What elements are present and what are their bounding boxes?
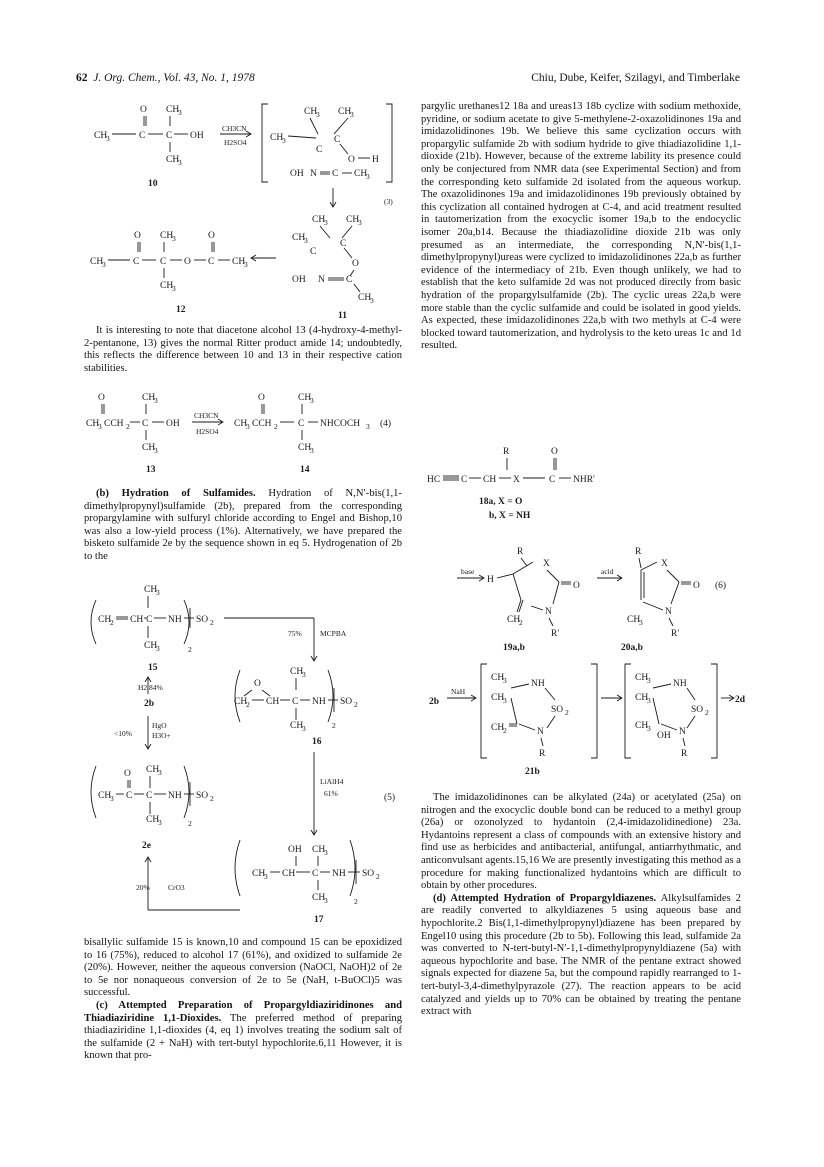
svg-text:3: 3 xyxy=(172,234,176,243)
svg-text:3: 3 xyxy=(503,676,507,685)
svg-text:O: O xyxy=(140,105,147,115)
scheme21-reagent: NaH xyxy=(451,687,466,696)
svg-text:CH: CH xyxy=(270,133,284,143)
svg-text:2: 2 xyxy=(210,618,214,627)
svg-text:2: 2 xyxy=(188,645,192,654)
section-d-heading: (d) Attempted Hydration of Propargyldiazenes. xyxy=(433,892,657,904)
svg-text:O: O xyxy=(693,581,700,591)
svg-text:3: 3 xyxy=(154,396,158,405)
svg-text:3: 3 xyxy=(110,794,114,803)
left-paragraph-1: It is interesting to note that diacetone alcohol 13 (4-hydroxy-4-methyl-2-pentanone, 13) gives the normal Ritter product amide 14; undoubtedly, this reflects the difference between 10 and 13 in their respective cation stabilities. xyxy=(84,325,402,374)
compound-2e-label: 2e xyxy=(142,841,151,851)
svg-text:3: 3 xyxy=(156,644,160,653)
svg-text:CH: CH xyxy=(266,697,280,707)
svg-text:C: C xyxy=(340,239,347,249)
compound-13-label: 13 xyxy=(146,465,156,475)
svg-text:CH: CH xyxy=(86,419,100,429)
scheme-eq4 xyxy=(84,388,404,476)
svg-text:2: 2 xyxy=(376,872,380,881)
svg-text:NH: NH xyxy=(673,679,687,689)
svg-text:C: C xyxy=(208,257,215,267)
svg-text:X: X xyxy=(543,559,550,569)
svg-text:C: C xyxy=(142,419,149,429)
svg-text:R′: R′ xyxy=(671,629,680,639)
svg-text:CH: CH xyxy=(160,231,174,241)
svg-text:O: O xyxy=(352,259,359,269)
svg-text:CH: CH xyxy=(166,155,180,165)
svg-text:CH: CH xyxy=(146,765,160,775)
svg-text:3: 3 xyxy=(102,260,106,269)
eq4-reagent-top: CH3CN xyxy=(194,411,219,420)
svg-text:C: C xyxy=(298,419,305,429)
svg-text:SO: SO xyxy=(362,869,375,879)
svg-text:CH: CH xyxy=(312,845,326,855)
svg-text:OH: OH xyxy=(657,731,671,741)
svg-text:C: C xyxy=(461,475,468,485)
svg-text:C: C xyxy=(133,257,140,267)
svg-text:OH: OH xyxy=(166,419,180,429)
svg-text:2: 2 xyxy=(354,897,358,906)
svg-text:2: 2 xyxy=(246,700,250,709)
eq6-number: (6) xyxy=(715,581,727,591)
svg-text:CCH: CCH xyxy=(104,419,124,429)
svg-text:3: 3 xyxy=(310,396,314,405)
svg-text:C: C xyxy=(166,131,173,141)
svg-text:O: O xyxy=(573,581,580,591)
svg-text:3: 3 xyxy=(310,446,314,455)
svg-text:C: C xyxy=(160,257,167,267)
svg-text:3: 3 xyxy=(324,896,328,905)
compound-15-label: 15 xyxy=(148,663,158,673)
svg-text:CH: CH xyxy=(358,293,372,303)
svg-text:3: 3 xyxy=(98,422,102,431)
page-header-authors: Chiu, Dube, Keifer, Szilagyi, and Timberlake xyxy=(531,72,740,84)
svg-text:O: O xyxy=(184,257,191,267)
svg-text:H: H xyxy=(487,575,494,585)
svg-text:O: O xyxy=(134,231,141,241)
structure-18-label: 18a, X = O xyxy=(479,497,523,507)
svg-text:CH: CH xyxy=(144,585,158,595)
scheme-eq3 xyxy=(90,96,410,320)
svg-text:3: 3 xyxy=(647,724,651,733)
svg-text:N: N xyxy=(537,727,544,737)
svg-text:3: 3 xyxy=(647,676,651,685)
svg-text:2: 2 xyxy=(565,708,569,717)
eq5-reagent-r4b: 61% xyxy=(324,789,338,798)
svg-text:C: C xyxy=(292,697,299,707)
svg-text:2: 2 xyxy=(110,618,114,627)
svg-text:OH: OH xyxy=(190,131,204,141)
svg-text:O: O xyxy=(551,447,558,457)
svg-text:R: R xyxy=(635,547,642,557)
compound-21b-label: 21b xyxy=(525,767,540,777)
svg-text:CH: CH xyxy=(635,693,649,703)
svg-text:3: 3 xyxy=(156,588,160,597)
svg-text:C: C xyxy=(139,131,146,141)
svg-text:3: 3 xyxy=(106,134,110,143)
svg-text:CH: CH xyxy=(252,869,266,879)
compound-20-label: 20a,b xyxy=(621,643,643,653)
svg-text:3: 3 xyxy=(172,284,176,293)
page-header-left xyxy=(76,72,255,84)
svg-text:2: 2 xyxy=(210,794,214,803)
svg-text:O: O xyxy=(348,155,355,165)
svg-text:3: 3 xyxy=(178,108,182,117)
svg-text:C: C xyxy=(346,275,353,285)
compound-17-label: 17 xyxy=(314,915,324,925)
svg-text:C: C xyxy=(146,615,153,625)
svg-text:3: 3 xyxy=(366,422,370,431)
svg-text:3: 3 xyxy=(246,422,250,431)
svg-text:HC: HC xyxy=(427,475,441,485)
svg-text:CH: CH xyxy=(491,693,505,703)
svg-text:CH: CH xyxy=(312,893,326,903)
svg-text:3: 3 xyxy=(324,848,328,857)
svg-text:CH: CH xyxy=(98,615,112,625)
compound-2b-label: 2b xyxy=(144,699,155,709)
svg-text:CH: CH xyxy=(160,281,174,291)
svg-text:NHCOCH: NHCOCH xyxy=(320,419,361,429)
journal-citation: J. Org. Chem., Vol. 43, No. 1, 1978 xyxy=(93,72,255,84)
scheme-eq5 xyxy=(84,578,404,936)
scheme-21b xyxy=(421,658,746,777)
svg-text:CH: CH xyxy=(142,393,156,403)
svg-text:SO: SO xyxy=(196,615,209,625)
svg-text:O: O xyxy=(258,393,265,403)
svg-text:3: 3 xyxy=(366,172,370,181)
svg-text:3: 3 xyxy=(282,136,286,145)
eq5-reagent-r4: LiAlH4 xyxy=(320,777,344,786)
svg-text:O: O xyxy=(124,769,131,779)
svg-text:2: 2 xyxy=(332,721,336,730)
svg-text:NH: NH xyxy=(168,791,182,801)
svg-text:R: R xyxy=(681,749,688,759)
svg-text:CH: CH xyxy=(635,721,649,731)
compound-16-label: 16 xyxy=(312,737,322,747)
compound-19-label: 19a,b xyxy=(503,643,525,653)
compound-10-label: 10 xyxy=(148,179,158,189)
left-paragraph-2: (b) Hydration of Sulfamides. Hydration of N,N′-bis(1,1-dimethylpropynyl)sulfamide (2b), prepared from the corresponding propargylamine with sulfuryl chloride according to Engel and Bishop,10 was also a low-yield process (1%). Alternatively, we have prepared the bisketo sulfamide 2e by the sequence shown in eq 5. Hydrogenation of 2b to the xyxy=(84,488,402,562)
svg-text:3: 3 xyxy=(350,110,354,119)
svg-text:X: X xyxy=(661,559,668,569)
svg-text:OH: OH xyxy=(290,169,304,179)
svg-text:C: C xyxy=(549,475,556,485)
svg-text:CH: CH xyxy=(166,105,180,115)
svg-text:2: 2 xyxy=(519,618,523,627)
svg-text:C: C xyxy=(310,247,317,257)
eq3-number: (3) xyxy=(384,197,393,206)
svg-text:CH: CH xyxy=(292,233,306,243)
svg-text:SO: SO xyxy=(551,705,564,715)
svg-text:X: X xyxy=(513,475,520,485)
svg-text:3: 3 xyxy=(302,724,306,733)
svg-text:CH: CH xyxy=(627,615,641,625)
eq5-reagent-r5: 20% xyxy=(136,883,150,892)
svg-text:3: 3 xyxy=(503,696,507,705)
svg-text:2: 2 xyxy=(503,726,507,735)
svg-text:CH: CH xyxy=(142,443,156,453)
svg-text:NHR′: NHR′ xyxy=(573,475,596,485)
right-paragraph-2: The imidazolidinones can be alkylated (24a) or acetylated (25a) on nitrogen and the exocyclic double bond can be reduced to a methyl group (26a) or ozonolyzed to hydantoin (2,4-imidazolidinedione) 23a. Hydantoins represent a class of compounds with an extensive history and find use as herbicides and antibacterial, antifungal, antiarrhythmatic, and anticonvulsant agents.15,16 We are presently investigating this method as a procedure for making functionalized hydantoins which are difficult to obtain by other procedures. (d) Attempted Hydration of Propargyldiazenes. Alkylsulfamides 2 are readily converted to alkyldiazenes 5 using aqueous base and hypochlorite.2 Bis(1,1-dimethylpropynyl)diazene has been prepared by Engel10 using this procedure (2b to 5b). Following this lead, sulfamide 2a was converted to N-tert-butyl-N′-1,1-dimethylpropynyldiazene (5a) with aqueous hypochlorite and base. The NMR of the pentane extract showed signals expected for diazene 5a, but the compound rapidly rearranged to 1-tert-butyl-3,4-dimethylpyrazole (27). The reaction appears to be acid catalyzed and yields up to 70% can be obtained by treating the pentane extract with xyxy=(421,792,741,1018)
svg-text:3: 3 xyxy=(370,296,374,305)
svg-text:CH: CH xyxy=(635,673,649,683)
svg-text:SO: SO xyxy=(340,697,353,707)
svg-text:CH: CH xyxy=(90,257,104,267)
svg-text:3: 3 xyxy=(178,158,182,167)
eq4-number: (4) xyxy=(380,419,392,429)
svg-text:CH: CH xyxy=(146,815,160,825)
svg-text:3: 3 xyxy=(244,260,248,269)
eq5-reagent-r1b: MCPBA xyxy=(320,629,347,638)
svg-text:CH: CH xyxy=(232,257,246,267)
eq5-reagent-r3b: HgO xyxy=(152,721,167,730)
eq6-reagent-base: base xyxy=(461,567,475,576)
svg-text:CH: CH xyxy=(338,107,352,117)
svg-text:NH: NH xyxy=(531,679,545,689)
eq3-reagent-bottom: H2SO4 xyxy=(224,138,247,147)
svg-text:2: 2 xyxy=(126,422,130,431)
svg-text:H: H xyxy=(372,155,379,165)
eq5-reagent-r3c: H3O+ xyxy=(152,731,171,740)
svg-text:OH: OH xyxy=(292,275,306,285)
svg-text:2: 2 xyxy=(188,819,192,828)
svg-text:N: N xyxy=(665,607,672,617)
svg-text:CH: CH xyxy=(346,215,360,225)
right-paragraph-1: pargylic urethanes12 18a and ureas13 18b cyclize with sodium methoxide, pyridine, or sodium acetate to give 5-methylene-2-oxazolidinones 19a and imidazolidinones 19b. We believe this same cyclization occurs with propargylic sulfamide 2b with sodium hydride to give thiadiazolidine 1,1-dioxide (21b). However, because of the extreme lability its presence could only be conjectured from NMR data (see Experimental Section) and from the corresponding keto sulfamide 2d isolated from the aqueous workup. The oxazolidinones 19a and imidazolidinones 19b previously obtained by this cyclization all contained hydrogen at C-4, and acid treatment resulted in tautomerization from the exocyclic isomer 19a,b to the endocyclic isomer 20a,b14. Because the thiadiazolidine dioxide 21b was only presumed as an intermediate, the corresponding N,N′-bis(1,1-dimethylpropynyl)ureas were cyclized to imidazolidinones 22a,b as further evidence of the intermediacy of 21b. Even though unlikely, we had to establish that the keto sulfamide 2d was not produced directly from basic hydration of the propargylsulfamide (2b). The cyclic ureas 22a,b were more stable than the cyclic sulfamide and could be isolated in good yields. As expected, these imidazolidinones 22a,b with two methyls at C-4 were blocked toward tautomerization, and hydrolysis to the keto ureas 1c and 1d resulted. xyxy=(421,101,741,352)
svg-text:R′: R′ xyxy=(551,629,560,639)
svg-text:CH: CH xyxy=(94,131,108,141)
svg-text:N: N xyxy=(318,275,325,285)
svg-text:N: N xyxy=(310,169,317,179)
svg-text:CH: CH xyxy=(234,419,248,429)
svg-text:CH: CH xyxy=(298,443,312,453)
scheme21-end: 2d xyxy=(735,695,746,705)
svg-text:C: C xyxy=(334,135,341,145)
svg-text:CH: CH xyxy=(354,169,368,179)
svg-text:CH: CH xyxy=(483,475,497,485)
svg-text:3: 3 xyxy=(304,236,308,245)
svg-text:2: 2 xyxy=(354,700,358,709)
page-number: 62 xyxy=(76,72,88,84)
svg-text:O: O xyxy=(98,393,105,403)
svg-text:CH: CH xyxy=(312,215,326,225)
structure-18b-label: b, X = NH xyxy=(489,511,531,521)
svg-text:R: R xyxy=(503,447,510,457)
scheme-18 xyxy=(421,440,741,530)
eq5-reagent-r3: <10% xyxy=(114,729,132,738)
svg-text:3: 3 xyxy=(302,670,306,679)
eq5-reagent-r2: H2 84% xyxy=(138,683,163,692)
svg-text:CH: CH xyxy=(304,107,318,117)
svg-text:2: 2 xyxy=(705,708,709,717)
section-b-heading: (b) Hydration of Sulfamides. xyxy=(96,488,256,499)
svg-text:3: 3 xyxy=(316,110,320,119)
svg-text:OH: OH xyxy=(288,845,302,855)
svg-text:3: 3 xyxy=(154,446,158,455)
svg-text:CH: CH xyxy=(491,723,505,733)
scheme21-start: 2b xyxy=(429,697,440,707)
svg-text:R: R xyxy=(539,749,546,759)
eq5-number: (5) xyxy=(384,793,396,803)
svg-text:C: C xyxy=(312,869,319,879)
svg-text:CH: CH xyxy=(298,393,312,403)
svg-text:R: R xyxy=(517,547,524,557)
left-paragraph-3: bisallylic sulfamide 15 is known,10 and compound 15 can be epoxidized to 16 (75%), reduced to alcohol 17 (61%), and oxidized to sulfamide 2e (20%). However, neither the aqueous conversion (NaOCl, NaOH)2 of 2e to 5e nor nonaqueous conversion of 2e to 5e (NaH, t-BuOCl)5 was successful. (c) Attempted Preparation of Propargyldiaziridinones and Thiadiaziridine 1,1-Dioxides. The preferred method of preparing thiadiaziridine 1,1-dioxides (4, eq 1) involves treating the sodium salt of the sulfamide (2 + NaH) with tert-butyl hypochlorite.6,11 However, it is known that pro- xyxy=(84,937,402,1062)
svg-text:3: 3 xyxy=(158,818,162,827)
svg-text:CH: CH xyxy=(290,721,304,731)
svg-text:CH: CH xyxy=(130,615,144,625)
svg-text:C: C xyxy=(316,145,323,155)
eq5-reagent-r5b: CrO3 xyxy=(168,883,185,892)
svg-text:NH: NH xyxy=(332,869,346,879)
eq5-reagent-r1: 75% xyxy=(288,629,302,638)
eq6-reagent-acid: acid xyxy=(601,567,614,576)
svg-text:CH: CH xyxy=(144,641,158,651)
svg-text:3: 3 xyxy=(639,618,643,627)
scheme-eq6 xyxy=(421,540,741,653)
svg-text:CH: CH xyxy=(507,615,521,625)
compound-12-label: 12 xyxy=(176,305,186,315)
svg-text:3: 3 xyxy=(158,768,162,777)
svg-text:CH: CH xyxy=(234,697,248,707)
svg-text:3: 3 xyxy=(264,872,268,881)
svg-text:CH: CH xyxy=(98,791,112,801)
svg-text:SO: SO xyxy=(691,705,704,715)
section-c-heading: (c) Attempted Preparation of Propargyldiaziridinones and Thiadiaziridine 1,1-Dioxides. xyxy=(84,999,402,1024)
eq3-reagent-top: CH3CN xyxy=(222,124,247,133)
svg-text:NH: NH xyxy=(312,697,326,707)
svg-text:O: O xyxy=(254,679,261,689)
compound-14-label: 14 xyxy=(300,465,310,475)
svg-text:CH: CH xyxy=(491,673,505,683)
svg-text:NH: NH xyxy=(168,615,182,625)
svg-text:3: 3 xyxy=(358,218,362,227)
svg-text:C: C xyxy=(146,791,153,801)
svg-text:3: 3 xyxy=(324,218,328,227)
svg-text:CH: CH xyxy=(282,869,296,879)
svg-text:SO: SO xyxy=(196,791,209,801)
svg-text:C: C xyxy=(126,791,133,801)
compound-11-label: 11 xyxy=(338,311,347,321)
svg-text:N: N xyxy=(545,607,552,617)
svg-text:N: N xyxy=(679,727,686,737)
svg-text:CCH: CCH xyxy=(252,419,272,429)
svg-text:3: 3 xyxy=(647,696,651,705)
svg-text:2: 2 xyxy=(274,422,278,431)
svg-text:C: C xyxy=(332,169,339,179)
eq4-reagent-bottom: H2SO4 xyxy=(196,427,219,436)
svg-text:O: O xyxy=(208,231,215,241)
svg-text:CH: CH xyxy=(290,667,304,677)
